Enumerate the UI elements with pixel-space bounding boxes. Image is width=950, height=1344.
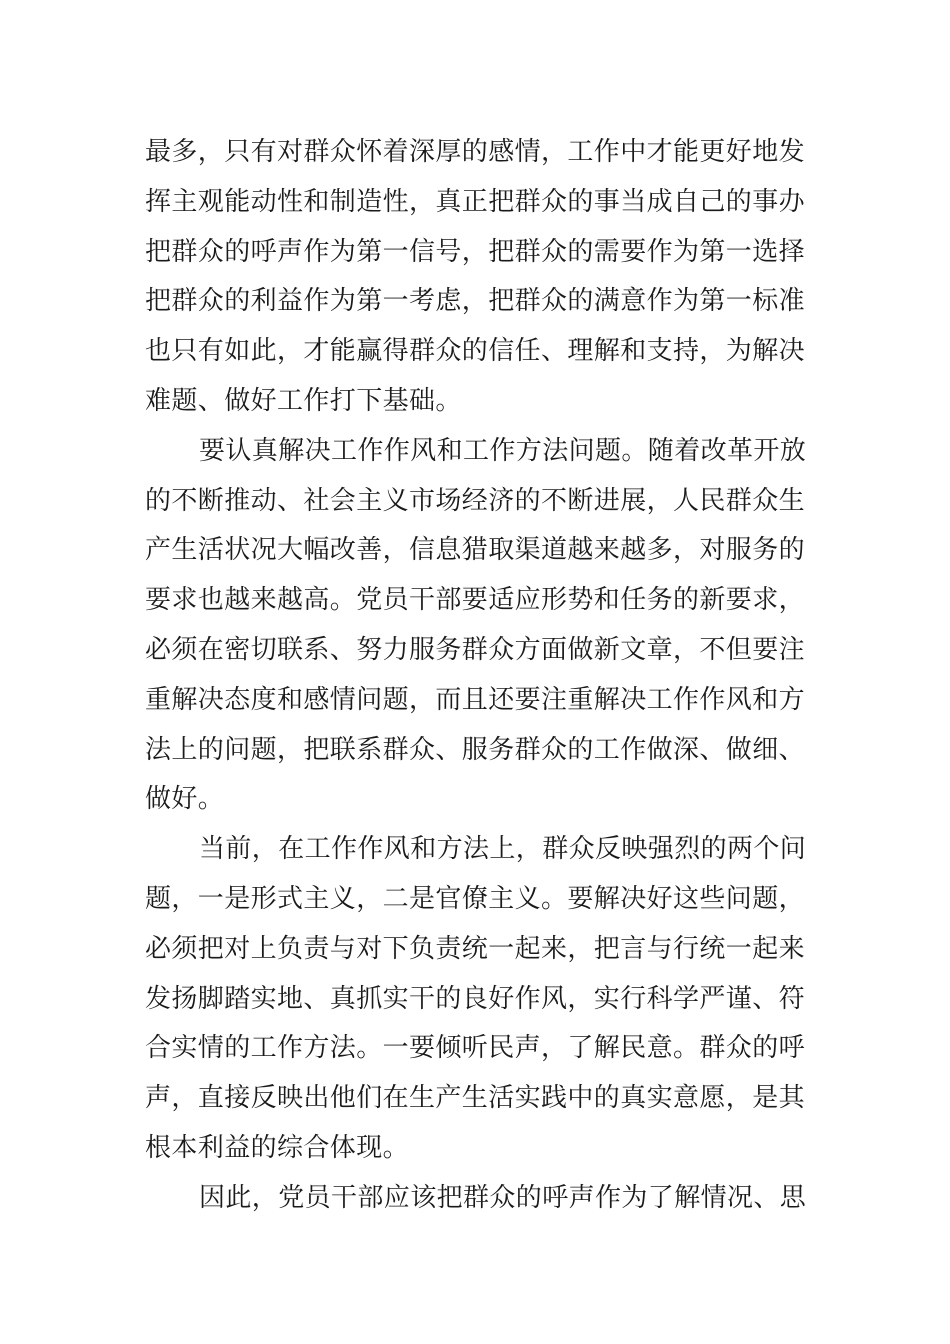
text-line: 重解决态度和感情问题，而且还要注重解决工作作风和方	[145, 684, 806, 715]
paragraph-first-line: 当前，在工作作风和方法上，群众反映强烈的两个问	[199, 834, 807, 865]
text-line: 挥主观能动性和制造性，真正把群众的事当成自己的事办	[145, 186, 806, 217]
text-line: 根本利益的综合体现。	[145, 1132, 410, 1163]
text-line: 产生活状况大幅改善，信息猎取渠道越来越多，对服务的	[145, 535, 806, 566]
text-line: 最多，只有对群众怀着深厚的感情，工作中才能更好地发	[145, 137, 806, 167]
text-line: 难题、做好工作打下基础。	[145, 385, 462, 416]
body-text	[145, 128, 810, 1224]
text-line: 题，一是形式主义，二是官僚主义。要解决好这些问题，	[145, 883, 806, 914]
text-line: 发扬脚踏实地、真抓实干的良好作风，实行科学严谨、符	[145, 983, 806, 1014]
text-line: 必须把对上负责与对下负责统一起来，把言与行统一起来	[145, 933, 806, 964]
text-line: 做好。	[145, 784, 225, 815]
text-line: 声，直接反映出他们在生产生活实践中的真实意愿，是其	[145, 1083, 806, 1114]
text-line: 法上的问题，把联系群众、服务群众的工作做深、做细、	[145, 734, 806, 765]
text-line: 把群众的利益作为第一考虑，把群众的满意作为第一标准	[145, 286, 806, 317]
text-line: 的不断推动、社会主义市场经济的不断进展，人民群众生	[145, 485, 806, 516]
text-line: 把群众的呼声作为第一信号，把群众的需要作为第一选择	[145, 236, 806, 267]
text-line: 合实情的工作方法。一要倾听民声，了解民意。群众的呼	[145, 1033, 806, 1064]
paragraph-first-line: 因此，党员干部应该把群众的呼声作为了解情况、思	[199, 1182, 807, 1213]
paragraph-first-line: 要认真解决工作作风和工作方法问题。随着改革开放	[199, 435, 807, 466]
text-line: 也只有如此，才能赢得群众的信任、理解和支持，为解决	[145, 336, 806, 367]
text-line: 必须在密切联系、努力服务群众方面做新文章，不但要注	[145, 634, 806, 665]
text-line: 要求也越来越高。党员干部要适应形势和任务的新要求，	[145, 585, 806, 616]
